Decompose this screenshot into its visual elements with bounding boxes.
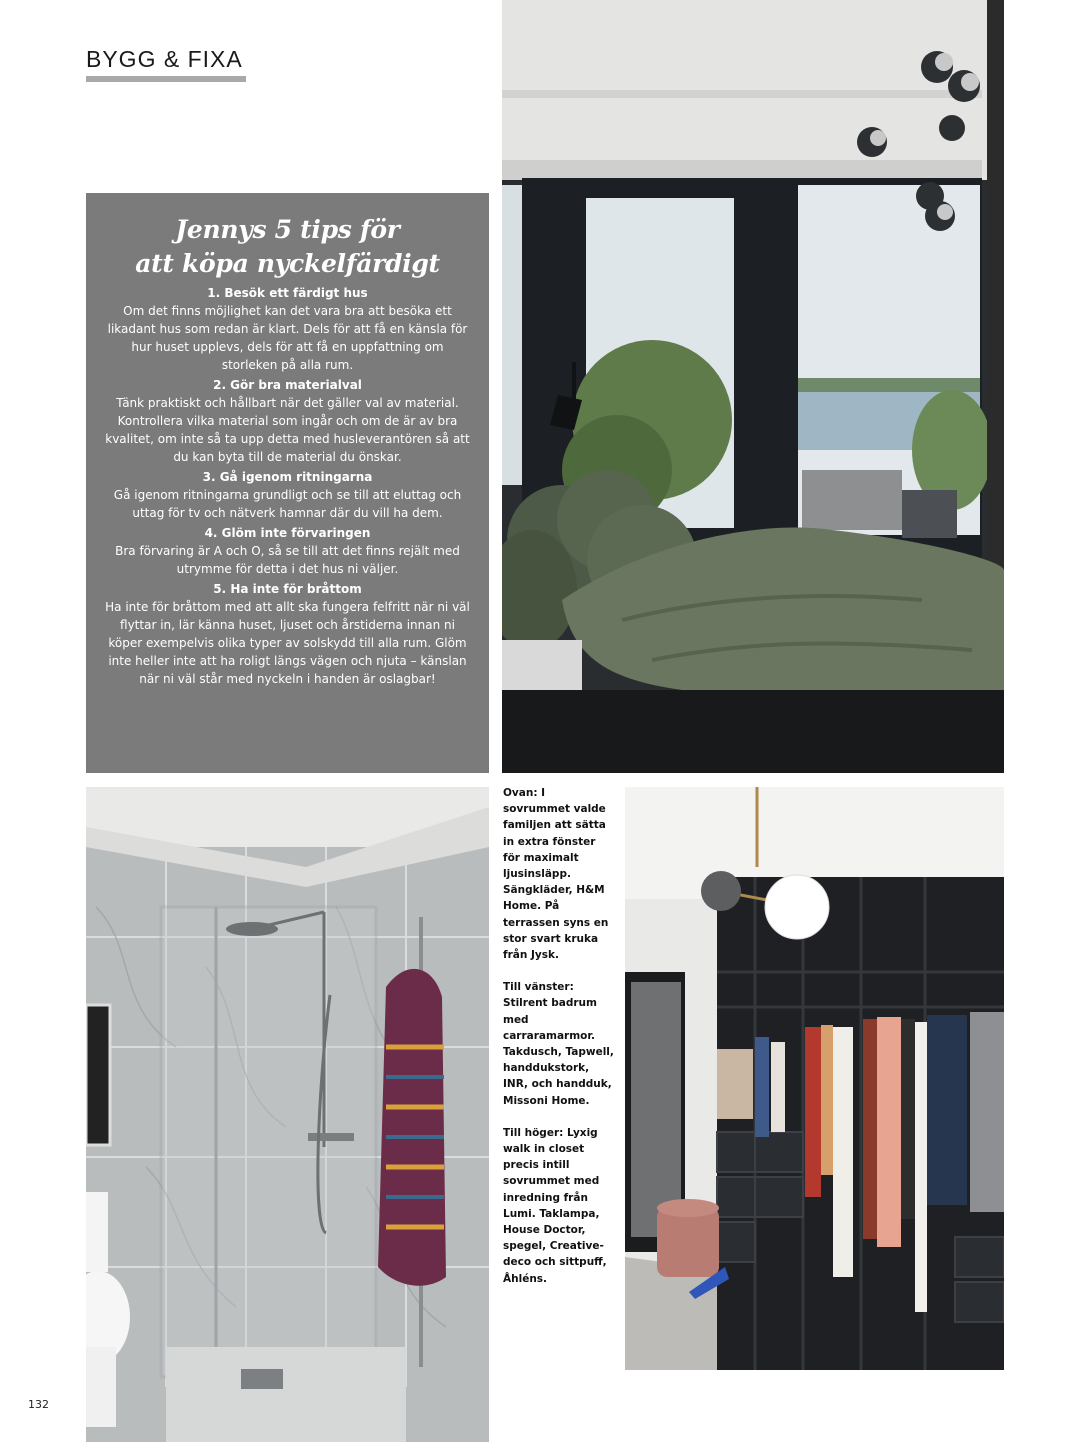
bedroom-photo — [502, 0, 1004, 773]
tip-body: Tänk praktiskt och hållbart när det gäller val av material. Kontrollera vilka material som ingår och om de är av bra kvalitet, om inte så ta upp detta med husleverantören så att du kan byta till de material du önskar. — [105, 396, 470, 464]
page-number: 132 — [28, 1398, 49, 1411]
tip-heading: 2. Gör bra materialval — [213, 378, 362, 392]
tip-body: Bra förvaring är A och O, så se till att det finns rejält med utrymme för detta i det hus ni väljer. — [115, 544, 460, 576]
tip-heading: 5. Ha inte för bråttom — [213, 582, 362, 596]
tip-body: Ha inte för bråttom med att allt ska fungera felfritt när ni väl flyttar in, lär känna huset, ljuset och årstiderna innan ni köper exempelvis olika typer av solskydd till alla rum. Glöm inte heller inte att ha roligt längs vägen och njuta – känslan när ni väl står med nyckeln i handen är oslagbar! — [105, 600, 470, 686]
tip-heading: 3. Gå igenom ritningarna — [202, 470, 373, 484]
tips-box — [86, 193, 489, 773]
closet-photo — [625, 787, 1004, 1370]
tips-title-line-2: att köpa nyckelfärdigt — [135, 249, 440, 278]
caption-left: Till vänster: Stilrent badrum med carraramarmor. Takdusch, Tapwell, handdukstork, INR, och handduk, Missoni Home. — [503, 981, 614, 1107]
section-label: BYGG & FIXA — [86, 46, 246, 82]
photo-captions — [503, 785, 615, 1303]
bathroom-photo — [86, 787, 489, 1442]
caption-right: Till höger: Lyxig walk in closet precis intill sovrummet med inredning från Lumi. Taklampa, House Doctor, spegel, Creative-deco och sittpuff, Åhléns. — [503, 1126, 607, 1285]
tips-title-line-1: Jennys 5 tips för — [175, 215, 400, 244]
tip-body: Om det finns möjlighet kan det vara bra att besöka ett likadant hus som redan är klart. Dels för att få en känsla för hur huset upplevs, dels för att få en uppfattning om storleken på alla rum. — [107, 304, 468, 372]
tips-title — [104, 213, 471, 281]
tip-heading: 1. Besök ett färdigt hus — [207, 286, 368, 300]
tip-body: Gå igenom ritningarna grundligt och se till att eluttag och uttag för tv och nätverk hamnar där du vill ha dem. — [113, 488, 462, 520]
tip-heading: 4. Glöm inte förvaringen — [204, 526, 371, 540]
caption-above: Ovan: I sovrummet valde familjen att sätta in extra fönster för maximalt ljusinsläpp. Sängkläder, H&M Home. På terrassen syns en stor svart kruka från Jysk. — [503, 787, 609, 962]
